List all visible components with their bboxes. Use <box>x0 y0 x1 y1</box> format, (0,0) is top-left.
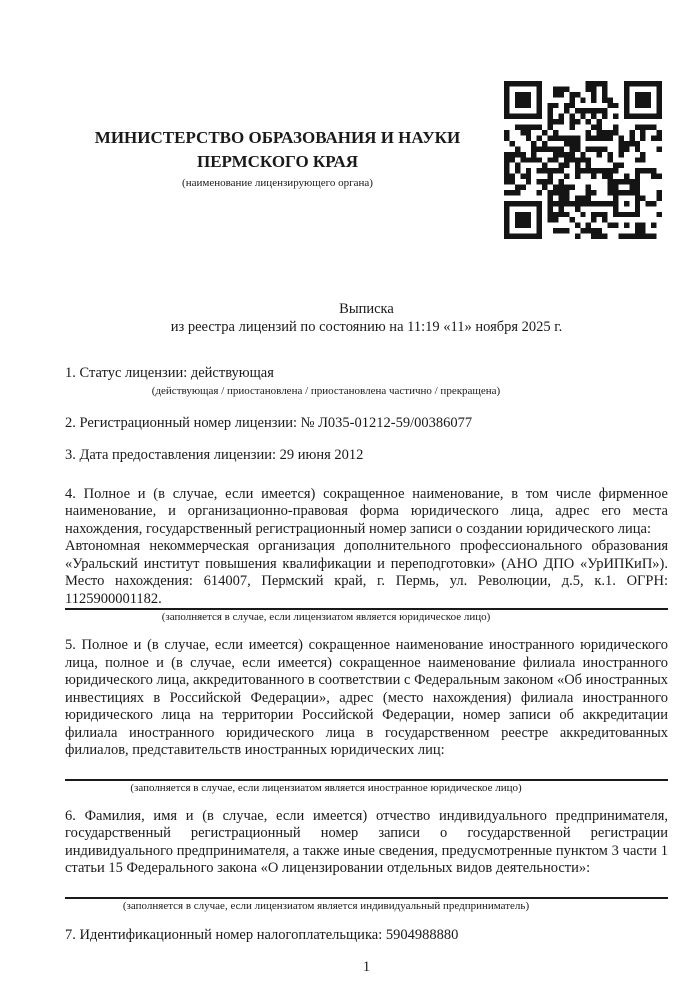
ministry-name-line1: МИНИСТЕРСТВО ОБРАЗОВАНИЯ И НАУКИ <box>94 128 461 147</box>
document-title <box>65 300 668 336</box>
item-6-note: (заполняется в случае, если лицензиатом является индивидуальный предприниматель) <box>122 899 530 912</box>
item-6-individual-entrepreneur-heading: 6. Фамилия, имя и (в случае, если имеется) отчество индивидуального предпринимателя, государственный регистрационный номер записи о государственной регистрации индивидуального предпринимателя, а также иные сведения, предусмотренные пунктом 3 части 1 статьи 15 Федерального закона «О лицензировании отдельных видов деятельности»: <box>65 807 668 876</box>
item-4-legal-entity-value: Автономная некоммерческая организация дополнительного профессионального образования «Уральский институт повышения квалификации и переподготовки» (АНО ДПО «УрИПКиП»). Место нахождения: 614007, Пермский край, г. Пермь, ул. Революции, д.5, к.1. ОГРН: 1125900001182. <box>65 538 668 607</box>
item-3-grant-date: 3. Дата предоставления лицензии: 29 июня 2012 <box>65 447 364 463</box>
item-4-note: (заполняется в случае, если лицензиатом является юридическое лицо) <box>161 611 491 623</box>
item-1-license-status: 1. Статус лицензии: действующая <box>65 365 274 381</box>
licensing-authority-caption: (наименование лицензирующего органа) <box>182 177 373 189</box>
document-body <box>65 0 668 977</box>
item-2-registration-number: 2. Регистрационный номер лицензии: № Л035-01212-59/00386077 <box>65 414 473 431</box>
item-1-note: (действующая / приостановлена / приостановлена частично / прекращена) <box>151 384 501 397</box>
document-title-line2: из реестра лицензий по состоянию на 11:19 «11» ноября 2025 г. <box>170 319 563 335</box>
ministry-name-line2: ПЕРМСКОГО КРАЯ <box>196 152 359 171</box>
document-title-line1: Выписка <box>339 301 394 317</box>
item-5-foreign-entity-heading: 5. Полное и (в случае, если имеется) сокращенное наименование иностранного юридического лица, полное и (в случае, если имеется) сокращенное наименование филиала иностранного юридического лица, аккредитованного в соответствии с Федеральным законом «Об иностранных инвестициях в Российской Федерации», адрес (место нахождения) филиала иностранного юридического лица на территории Российской Федерации, номер записи об аккредитации филиала иностранного юридического лица в государственном реестре аккредитованных филиалов, представительств иностранных юридических лиц: <box>65 637 668 758</box>
page-number: 1 <box>362 959 371 975</box>
item-4-legal-entity-heading: 4. Полное и (в случае, если имеется) сокращенное наименование, в том числе фирменное наименование, и организационно-правовая форма юридического лица, адрес его места нахождения, государственный регистрационный номер записи о создании юридического лица: <box>65 485 668 537</box>
item-5-note: (заполняется в случае, если лицензиатом является иностранное юридическое лицо) <box>130 781 522 794</box>
item-7-taxpayer-id: 7. Идентификационный номер налогоплательщика: 5904988880 <box>65 926 459 943</box>
